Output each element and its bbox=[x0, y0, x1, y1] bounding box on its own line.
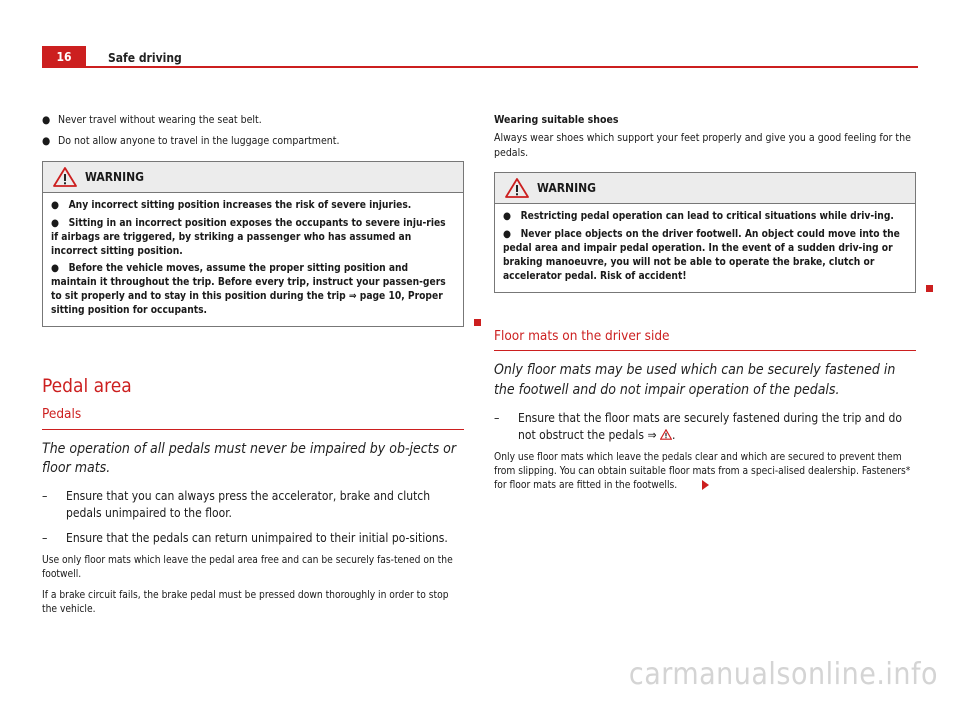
bullet-icon: ● bbox=[42, 114, 51, 126]
continue-arrow-icon bbox=[702, 480, 709, 490]
warning-header bbox=[495, 173, 915, 204]
warning-box bbox=[494, 172, 916, 292]
left-column bbox=[42, 113, 464, 624]
shoes-text: Always wear shoes which support your feet properly and give you a good feeling for the pedals. bbox=[494, 132, 911, 159]
step-item: – Ensure that the floor mats are securely fastened during the trip and do not obstruct the pedals ⇒ . bbox=[494, 411, 902, 442]
warning-reference-icon[interactable] bbox=[660, 429, 672, 440]
body-paragraph: Only use floor mats which leave the pedals clear and which are secured to prevent them from slipping. You can obtain suitable floor mats from a speci-alised dealership. Fasteners* for floor mats are fitted in the footwells. bbox=[494, 452, 911, 492]
warning-box bbox=[42, 161, 464, 327]
warning-icon bbox=[505, 178, 529, 198]
bullet-item: ● Do not allow anyone to travel in the luggage compartment. bbox=[42, 135, 340, 148]
intro-text: Only floor mats may be used which can be securely fastened in the footwell and do not impair operation of the pedals. bbox=[494, 362, 896, 398]
warning-title: WARNING bbox=[85, 169, 144, 184]
warning-item: ● Restricting pedal operation can lead to critical situations while driv-ing. bbox=[503, 211, 894, 223]
intro-text: The operation of all pedals must never be impaired by ob-jects or floor mats. bbox=[42, 440, 457, 477]
body-paragraph: If a brake circuit fails, the brake pedal must be pressed down thoroughly in order to stop the vehicle. bbox=[42, 590, 449, 616]
step-item: – Ensure that you can always press the accelerator, brake and clutch pedals unimpaired to the floor. bbox=[42, 489, 431, 520]
warning-item: ● Before the vehicle moves, assume the proper sitting position and maintain it throughout the trip. Before every trip, instruct your passen-gers to sit properly and to stay in this position during the trip ⇒ page 10, Proper sitting position for occupants. bbox=[51, 263, 446, 317]
body-paragraph: Use only floor mats which leave the pedal area free and can be securely fas-tened on the footwell. bbox=[42, 555, 453, 581]
subsection-title: Pedals bbox=[42, 405, 464, 430]
end-marker bbox=[926, 285, 933, 292]
warning-body bbox=[495, 204, 915, 291]
running-title: Safe driving bbox=[108, 51, 182, 65]
bullet-item: ● Never travel without wearing the seat belt. bbox=[42, 114, 262, 126]
shoes-heading: Wearing suitable shoes bbox=[494, 114, 619, 126]
step-item: – Ensure that the pedals can return unimpaired to their initial po-sitions. bbox=[42, 530, 448, 545]
warning-item: ● Any incorrect sitting position increases the risk of severe injuries. bbox=[51, 199, 412, 211]
warning-item: ● Sitting in an incorrect position exposes the occupants to severe inju-ries if airbags are triggered, by striking a passenger who has assumed an incorrect sitting position. bbox=[51, 217, 446, 257]
section-title: Pedal area bbox=[42, 374, 132, 397]
right-column bbox=[494, 113, 916, 500]
bullet-icon: ● bbox=[42, 135, 51, 148]
dash-icon: – bbox=[42, 489, 48, 504]
dash-icon: – bbox=[42, 530, 48, 545]
warning-body bbox=[43, 193, 463, 326]
watermark: carmanualsonline.info bbox=[628, 656, 938, 692]
warning-icon bbox=[53, 167, 77, 187]
end-marker bbox=[474, 319, 481, 326]
header-rule bbox=[42, 66, 918, 68]
dash-icon: – bbox=[494, 411, 500, 426]
warning-item: ● Never place objects on the driver footwell. An object could move into the pedal area and impair pedal operation. In the event of a sudden driv-ing or braking manoeuvre, you will not be able to operate the brake, clutch or accelerator pedal. Risk of accident! bbox=[503, 229, 900, 282]
page-number: 16 bbox=[42, 46, 86, 68]
warning-header bbox=[43, 162, 463, 193]
subsection-title: Floor mats on the driver side bbox=[494, 327, 916, 352]
warning-title: WARNING bbox=[537, 181, 596, 196]
